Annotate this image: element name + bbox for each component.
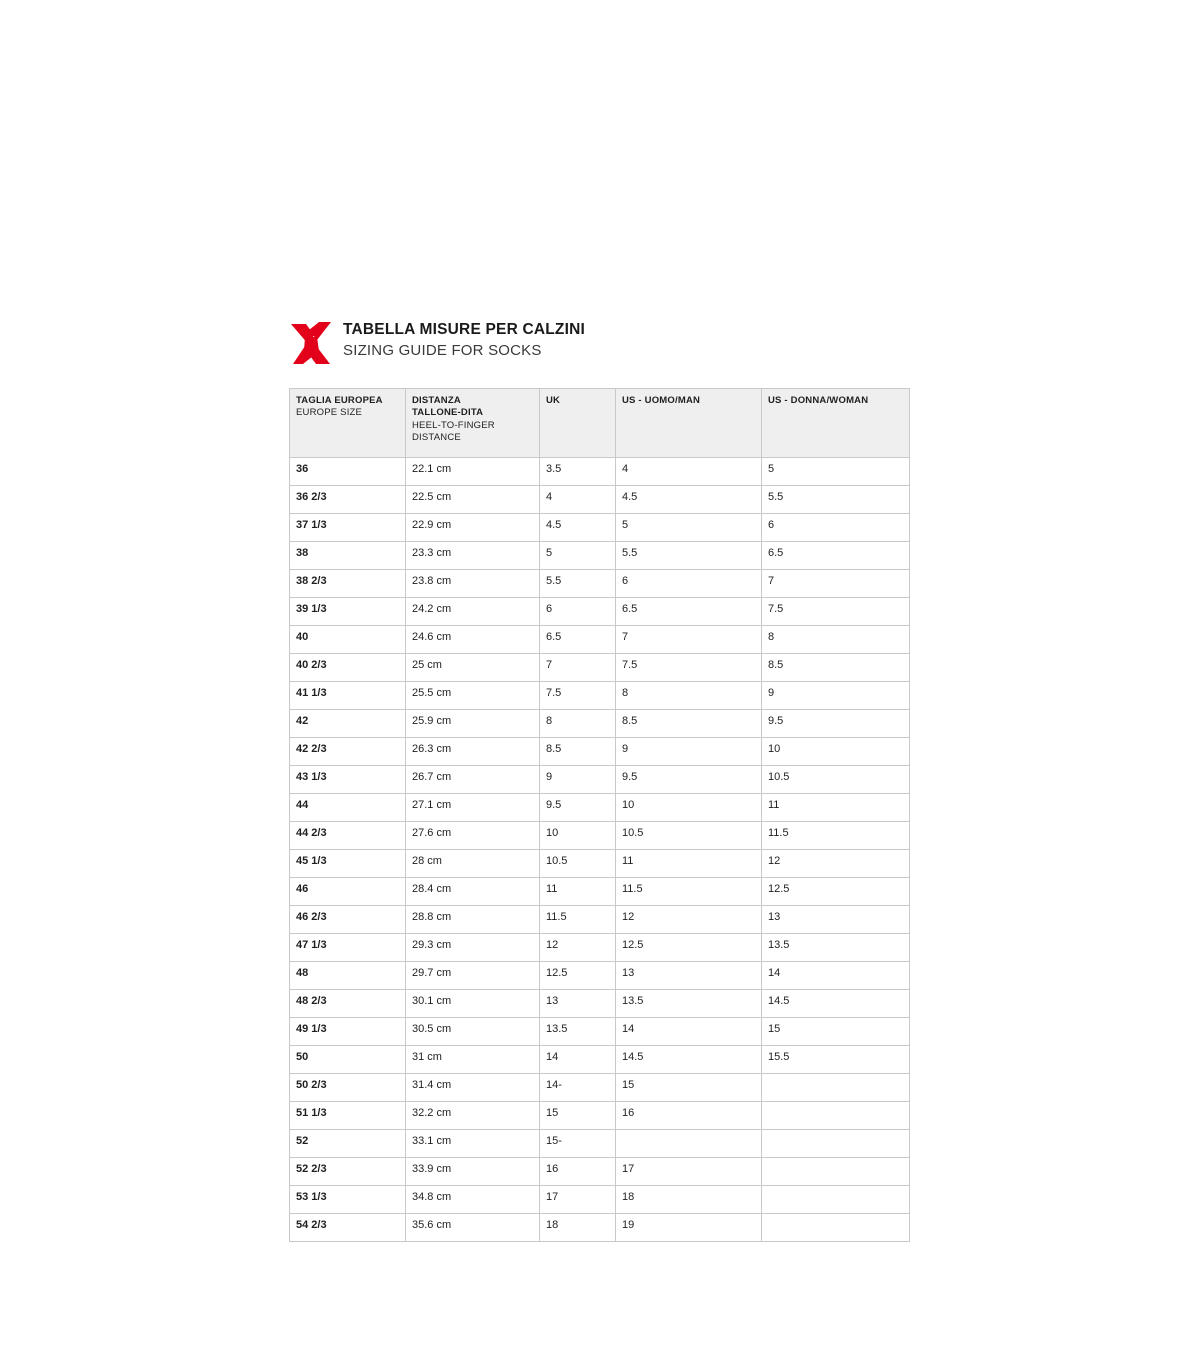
cell-us-woman bbox=[762, 1074, 910, 1102]
table-row bbox=[290, 570, 910, 598]
cell-europe-size: 39 1/3 bbox=[290, 598, 406, 626]
cell-europe-size: 48 2/3 bbox=[290, 990, 406, 1018]
cell-europe-size: 36 2/3 bbox=[290, 486, 406, 514]
table-row bbox=[290, 542, 910, 570]
table-row bbox=[290, 990, 910, 1018]
header-titles bbox=[343, 318, 585, 361]
cell-us-woman: 6 bbox=[762, 514, 910, 542]
table-row bbox=[290, 1018, 910, 1046]
cell-europe-size: 50 2/3 bbox=[290, 1074, 406, 1102]
cell-us-man: 10 bbox=[616, 794, 762, 822]
cell-us-woman: 9 bbox=[762, 682, 910, 710]
cell-us-woman: 7.5 bbox=[762, 598, 910, 626]
table-row bbox=[290, 1046, 910, 1074]
column-header-us-man bbox=[616, 389, 762, 458]
table-row bbox=[290, 962, 910, 990]
cell-uk: 8.5 bbox=[540, 738, 616, 766]
cell-heel-to-finger: 33.1 cm bbox=[406, 1130, 540, 1158]
cell-us-woman bbox=[762, 1186, 910, 1214]
cell-europe-size: 40 2/3 bbox=[290, 654, 406, 682]
table-row bbox=[290, 514, 910, 542]
cell-us-man: 7.5 bbox=[616, 654, 762, 682]
cell-us-man: 16 bbox=[616, 1102, 762, 1130]
cell-us-woman: 11 bbox=[762, 794, 910, 822]
cell-us-woman: 15.5 bbox=[762, 1046, 910, 1074]
cell-heel-to-finger: 32.2 cm bbox=[406, 1102, 540, 1130]
cell-uk: 14- bbox=[540, 1074, 616, 1102]
cell-uk: 11.5 bbox=[540, 906, 616, 934]
cell-europe-size: 49 1/3 bbox=[290, 1018, 406, 1046]
table-row bbox=[290, 486, 910, 514]
table-body bbox=[290, 458, 910, 1242]
cell-uk: 11 bbox=[540, 878, 616, 906]
cell-europe-size: 52 bbox=[290, 1130, 406, 1158]
cell-uk: 4.5 bbox=[540, 514, 616, 542]
cell-europe-size: 48 bbox=[290, 962, 406, 990]
cell-europe-size: 46 bbox=[290, 878, 406, 906]
cell-europe-size: 36 bbox=[290, 458, 406, 486]
cell-europe-size: 43 1/3 bbox=[290, 766, 406, 794]
table-row bbox=[290, 458, 910, 486]
table-row bbox=[290, 934, 910, 962]
cell-heel-to-finger: 28 cm bbox=[406, 850, 540, 878]
cell-uk: 7.5 bbox=[540, 682, 616, 710]
cell-uk: 12 bbox=[540, 934, 616, 962]
cell-us-woman: 10 bbox=[762, 738, 910, 766]
cell-uk: 13.5 bbox=[540, 1018, 616, 1046]
cell-uk: 6.5 bbox=[540, 626, 616, 654]
cell-us-man: 6.5 bbox=[616, 598, 762, 626]
cell-us-man: 11.5 bbox=[616, 878, 762, 906]
cell-us-woman: 13.5 bbox=[762, 934, 910, 962]
cell-europe-size: 46 2/3 bbox=[290, 906, 406, 934]
table-row bbox=[290, 738, 910, 766]
cell-heel-to-finger: 22.5 cm bbox=[406, 486, 540, 514]
cell-uk: 12.5 bbox=[540, 962, 616, 990]
cell-us-woman: 8 bbox=[762, 626, 910, 654]
table-row bbox=[290, 710, 910, 738]
header-line: DISTANZA bbox=[412, 395, 461, 406]
cell-us-man: 8 bbox=[616, 682, 762, 710]
cell-us-man bbox=[616, 1130, 762, 1158]
cell-us-man: 12.5 bbox=[616, 934, 762, 962]
header-line: EUROPE SIZE bbox=[296, 407, 363, 419]
header-line: TAGLIA EUROPEA bbox=[296, 395, 383, 406]
cell-europe-size: 38 bbox=[290, 542, 406, 570]
cell-us-woman: 13 bbox=[762, 906, 910, 934]
table-header-row bbox=[290, 389, 910, 458]
cell-us-man: 5.5 bbox=[616, 542, 762, 570]
table-row bbox=[290, 850, 910, 878]
cell-europe-size: 45 1/3 bbox=[290, 850, 406, 878]
column-header-heel-to-finger bbox=[406, 389, 540, 458]
cell-heel-to-finger: 30.5 cm bbox=[406, 1018, 540, 1046]
cell-heel-to-finger: 31.4 cm bbox=[406, 1074, 540, 1102]
cell-europe-size: 50 bbox=[290, 1046, 406, 1074]
cell-us-woman: 8.5 bbox=[762, 654, 910, 682]
column-header-us-woman bbox=[762, 389, 910, 458]
header-line: HEEL-TO-FINGER bbox=[412, 419, 495, 431]
cell-us-woman: 7 bbox=[762, 570, 910, 598]
cell-uk: 18 bbox=[540, 1214, 616, 1242]
table-row bbox=[290, 822, 910, 850]
header-line: UK bbox=[546, 395, 561, 406]
header-line: US - UOMO/MAN bbox=[622, 395, 701, 406]
cell-us-man: 19 bbox=[616, 1214, 762, 1242]
cell-us-woman: 14.5 bbox=[762, 990, 910, 1018]
cell-uk: 9 bbox=[540, 766, 616, 794]
column-header-europe-size bbox=[290, 389, 406, 458]
cell-europe-size: 42 bbox=[290, 710, 406, 738]
table-row bbox=[290, 878, 910, 906]
cell-heel-to-finger: 30.1 cm bbox=[406, 990, 540, 1018]
cell-heel-to-finger: 22.1 cm bbox=[406, 458, 540, 486]
cell-uk: 17 bbox=[540, 1186, 616, 1214]
cell-heel-to-finger: 31 cm bbox=[406, 1046, 540, 1074]
cell-us-man: 7 bbox=[616, 626, 762, 654]
table-header bbox=[290, 389, 910, 458]
cell-us-woman: 6.5 bbox=[762, 542, 910, 570]
table-row bbox=[290, 654, 910, 682]
table-row bbox=[290, 1186, 910, 1214]
cell-heel-to-finger: 24.2 cm bbox=[406, 598, 540, 626]
cell-europe-size: 42 2/3 bbox=[290, 738, 406, 766]
cell-us-woman: 12 bbox=[762, 850, 910, 878]
cell-heel-to-finger: 34.8 cm bbox=[406, 1186, 540, 1214]
table-row bbox=[290, 626, 910, 654]
column-header-uk bbox=[540, 389, 616, 458]
cell-us-man: 9 bbox=[616, 738, 762, 766]
cell-us-man: 14 bbox=[616, 1018, 762, 1046]
cell-uk: 9.5 bbox=[540, 794, 616, 822]
cell-us-man: 15 bbox=[616, 1074, 762, 1102]
page-title-it: TABELLA MISURE PER CALZINI bbox=[343, 321, 585, 338]
cell-heel-to-finger: 29.7 cm bbox=[406, 962, 540, 990]
cell-us-man: 8.5 bbox=[616, 710, 762, 738]
cell-us-man: 13 bbox=[616, 962, 762, 990]
cell-europe-size: 38 2/3 bbox=[290, 570, 406, 598]
cell-europe-size: 52 2/3 bbox=[290, 1158, 406, 1186]
header-line: DISTANCE bbox=[412, 432, 461, 444]
header-line: US - DONNA/WOMAN bbox=[768, 395, 869, 406]
page-title-en: SIZING GUIDE FOR SOCKS bbox=[343, 342, 542, 360]
cell-us-woman: 10.5 bbox=[762, 766, 910, 794]
cell-uk: 5 bbox=[540, 542, 616, 570]
x-logo-icon bbox=[289, 320, 333, 368]
table-row bbox=[290, 1158, 910, 1186]
cell-uk: 15- bbox=[540, 1130, 616, 1158]
cell-uk: 7 bbox=[540, 654, 616, 682]
cell-europe-size: 53 1/3 bbox=[290, 1186, 406, 1214]
cell-us-man: 5 bbox=[616, 514, 762, 542]
cell-us-man: 11 bbox=[616, 850, 762, 878]
table-row bbox=[290, 598, 910, 626]
cell-us-man: 4 bbox=[616, 458, 762, 486]
cell-uk: 5.5 bbox=[540, 570, 616, 598]
cell-europe-size: 44 bbox=[290, 794, 406, 822]
cell-heel-to-finger: 24.6 cm bbox=[406, 626, 540, 654]
cell-us-woman bbox=[762, 1102, 910, 1130]
table-row bbox=[290, 1074, 910, 1102]
cell-europe-size: 54 2/3 bbox=[290, 1214, 406, 1242]
cell-heel-to-finger: 26.3 cm bbox=[406, 738, 540, 766]
header-line: TALLONE-DITA bbox=[412, 407, 484, 419]
cell-heel-to-finger: 25.9 cm bbox=[406, 710, 540, 738]
cell-us-woman: 11.5 bbox=[762, 822, 910, 850]
cell-us-man: 4.5 bbox=[616, 486, 762, 514]
cell-uk: 16 bbox=[540, 1158, 616, 1186]
cell-us-man: 13.5 bbox=[616, 990, 762, 1018]
table-row bbox=[290, 682, 910, 710]
cell-heel-to-finger: 27.1 cm bbox=[406, 794, 540, 822]
cell-heel-to-finger: 27.6 cm bbox=[406, 822, 540, 850]
document-header bbox=[289, 318, 909, 366]
cell-heel-to-finger: 26.7 cm bbox=[406, 766, 540, 794]
cell-us-man: 9.5 bbox=[616, 766, 762, 794]
cell-europe-size: 40 bbox=[290, 626, 406, 654]
cell-us-man: 10.5 bbox=[616, 822, 762, 850]
cell-uk: 8 bbox=[540, 710, 616, 738]
cell-heel-to-finger: 23.8 cm bbox=[406, 570, 540, 598]
cell-uk: 3.5 bbox=[540, 458, 616, 486]
cell-us-man: 6 bbox=[616, 570, 762, 598]
cell-uk: 4 bbox=[540, 486, 616, 514]
table-row bbox=[290, 1130, 910, 1158]
cell-europe-size: 37 1/3 bbox=[290, 514, 406, 542]
table-row bbox=[290, 766, 910, 794]
cell-us-man: 14.5 bbox=[616, 1046, 762, 1074]
cell-uk: 14 bbox=[540, 1046, 616, 1074]
cell-uk: 10 bbox=[540, 822, 616, 850]
cell-us-woman: 5 bbox=[762, 458, 910, 486]
cell-heel-to-finger: 22.9 cm bbox=[406, 514, 540, 542]
cell-uk: 13 bbox=[540, 990, 616, 1018]
cell-europe-size: 41 1/3 bbox=[290, 682, 406, 710]
cell-us-woman: 9.5 bbox=[762, 710, 910, 738]
table-row bbox=[290, 794, 910, 822]
cell-us-man: 18 bbox=[616, 1186, 762, 1214]
size-guide-document bbox=[289, 318, 909, 1242]
cell-us-man: 12 bbox=[616, 906, 762, 934]
cell-heel-to-finger: 28.8 cm bbox=[406, 906, 540, 934]
table-row bbox=[290, 1102, 910, 1130]
cell-us-woman: 12.5 bbox=[762, 878, 910, 906]
table-row bbox=[290, 906, 910, 934]
cell-heel-to-finger: 35.6 cm bbox=[406, 1214, 540, 1242]
cell-heel-to-finger: 33.9 cm bbox=[406, 1158, 540, 1186]
cell-us-woman: 15 bbox=[762, 1018, 910, 1046]
cell-europe-size: 51 1/3 bbox=[290, 1102, 406, 1130]
cell-heel-to-finger: 23.3 cm bbox=[406, 542, 540, 570]
cell-heel-to-finger: 29.3 cm bbox=[406, 934, 540, 962]
cell-europe-size: 47 1/3 bbox=[290, 934, 406, 962]
cell-uk: 10.5 bbox=[540, 850, 616, 878]
cell-heel-to-finger: 28.4 cm bbox=[406, 878, 540, 906]
cell-us-woman bbox=[762, 1130, 910, 1158]
size-table bbox=[289, 388, 910, 1242]
cell-us-woman: 5.5 bbox=[762, 486, 910, 514]
cell-us-woman: 14 bbox=[762, 962, 910, 990]
table-row bbox=[290, 1214, 910, 1242]
cell-europe-size: 44 2/3 bbox=[290, 822, 406, 850]
cell-us-woman bbox=[762, 1214, 910, 1242]
cell-us-woman bbox=[762, 1158, 910, 1186]
cell-uk: 15 bbox=[540, 1102, 616, 1130]
cell-heel-to-finger: 25.5 cm bbox=[406, 682, 540, 710]
cell-us-man: 17 bbox=[616, 1158, 762, 1186]
cell-heel-to-finger: 25 cm bbox=[406, 654, 540, 682]
cell-uk: 6 bbox=[540, 598, 616, 626]
